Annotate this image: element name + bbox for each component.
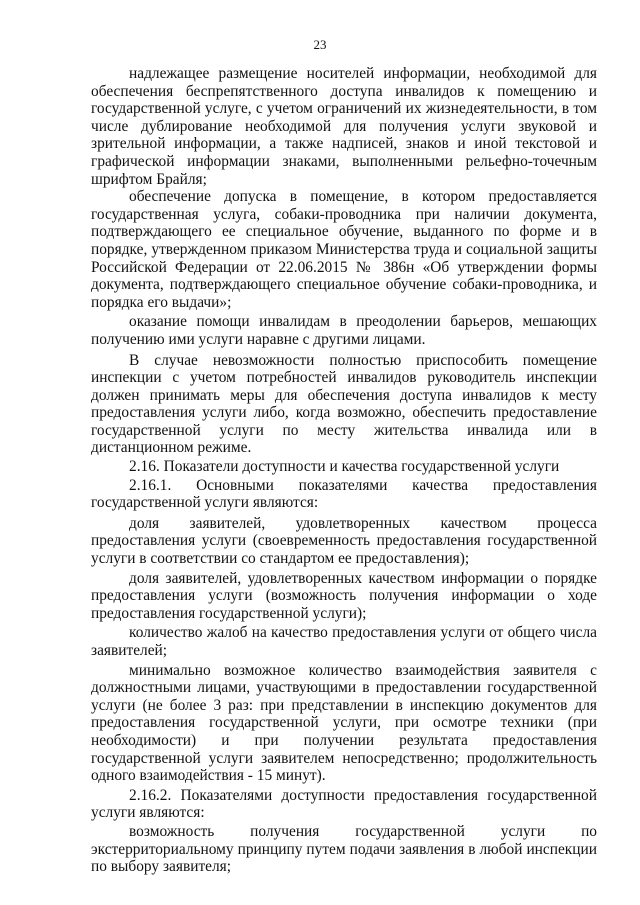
- paragraph-braille-info: надлежащее размещение носителей информации, необходимой для обеспечения беспрепятственного доступа инвалидов к помещению и государственной услуге, с учетом ограничений их жизнедеятельности, в том числе дублирование необходимой для получения услуги звуковой и зрительной информации, а также надписей, знаков и иной текстовой и графической информации знаками, выполненными рельефно-точечным шрифтом Брайля;: [91, 65, 597, 188]
- page-number: 23: [313, 37, 327, 52]
- paragraph-complaints-count: количество жалоб на качество предоставления услуги от общего числа заявителей;: [91, 624, 597, 659]
- paragraph-2-16-2-accessibility-indicators: 2.16.2. Показателями доступности предоставления государственной услуги являются:: [91, 786, 597, 822]
- section-heading-2-16: 2.16. Показатели доступности и качества государственной услуги: [129, 458, 560, 476]
- document-body: [91, 65, 597, 876]
- paragraph-extraterritorial-principle: возможность получения государственной услуги по экстерриториальному принципу путем подачи заявления в любой инспекции по выбору заявителя;: [91, 822, 597, 876]
- paragraph-2-16-1-quality-indicators: 2.16.1. Основными показателями качества предоставления государственной услуги являются:: [91, 476, 597, 512]
- paragraph-remote-service: В случае невозможности полностью приспособить помещение инспекции с учетом потребностей инвалидов руководитель инспекции должен принимать меры для обеспечения доступа инвалидов к месту предоставления услуги либо, когда возможно, обеспечить предоставление государственной услуги по месту жительства инвалида или в дистанционном режиме.: [91, 351, 597, 457]
- paragraph-information-quality-share: доля заявителей, удовлетворенных качеством информации о порядке предоставления услуги (возможность получения информации о ходе предоставления государственной услуги);: [91, 569, 597, 622]
- paragraph-barrier-assistance: оказание помощи инвалидам в преодолении барьеров, мешающих получению ими услуги наравне с другими лицами.: [91, 313, 597, 348]
- paragraph-interaction-count: минимально возможное количество взаимодействия заявителя с должностными лицами, участвующими в предоставлении государственной услуги (не более 3 раз: при представлении в инспекцию документов для предоставления государственной услуги, при осмотре техники (при необходимости) и при получении результата предоставления государственной услуги заявителем непосредственно; продолжительность одного взаимодействия - 15 минут).: [91, 661, 597, 785]
- paragraph-timeliness-share: доля заявителей, удовлетворенных качеством процесса предоставления услуги (своевременность предоставления государственной услуги в соответствии со стандартом ее предоставления);: [91, 514, 597, 568]
- paragraph-guide-dog-access: обеспечение допуска в помещение, в котором предоставляется государственная услуга, собаки-проводника при наличии документа, подтверждающего ее специальное обучение, выданного по форме и в порядке, утвержденном приказом Министерства труда и социальной защиты Российской Федерации от 22.06.2015 № 386н «Об утверждении формы документа, подтверждающего специальное обучение собаки-проводника, и порядка его выдачи»;: [91, 188, 597, 311]
